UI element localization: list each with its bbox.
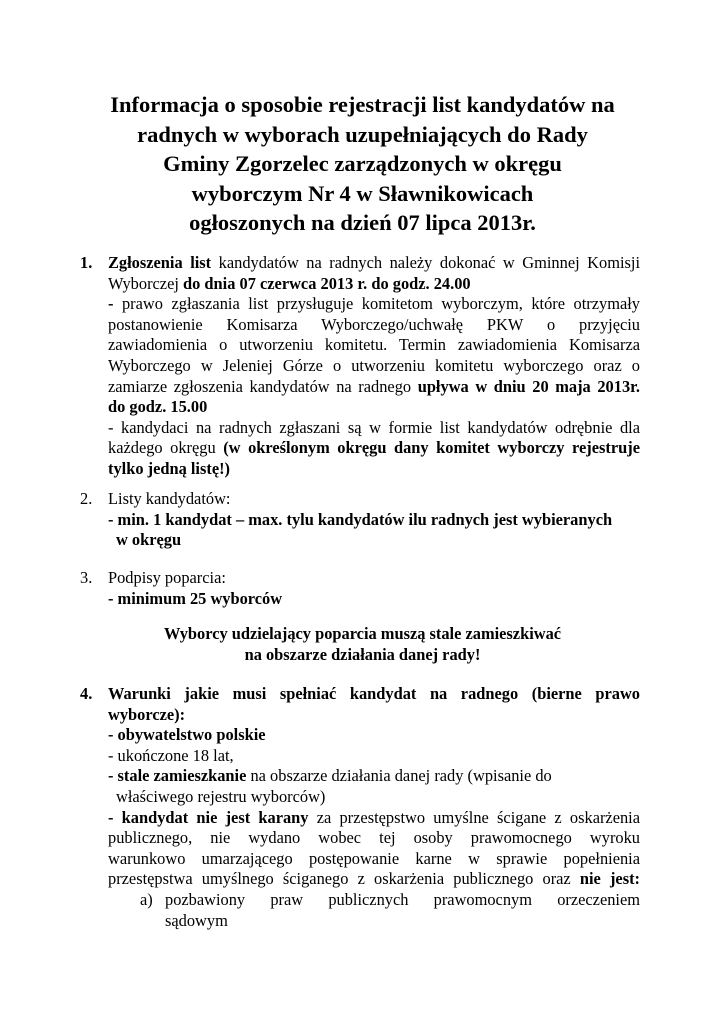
title-line: wyborczym Nr 4 w Sławnikowicach	[191, 180, 534, 206]
paragraph-line: - kandydaci na radnych zgłaszani są w formie list kandydatów odrębnie dla	[108, 417, 640, 437]
paragraph-line	[108, 869, 640, 890]
sub-item-label: a)	[140, 890, 153, 909]
document-title	[60, 90, 665, 238]
paragraph-line: sądowym	[165, 910, 228, 930]
paragraph-line: publicznego, nie wydano wobec tej osoby prawomocnego wyroku	[108, 828, 640, 848]
note-line: Wyborcy udzielający poparcia muszą stale zamieszkiwać	[163, 624, 562, 643]
paragraph-line: Warunki jakie musi spełniać kandydat na radnego (bierne prawo	[108, 684, 640, 703]
residence-note	[60, 624, 665, 665]
paragraph-line	[108, 253, 640, 274]
paragraph-line: - minimum 25 wyborców	[108, 588, 283, 608]
bold-text: nie jest:	[579, 869, 641, 889]
paragraph-line: właściwego rejestru wyborców)	[116, 786, 326, 806]
sub-item-a	[140, 890, 640, 931]
section-heading: Listy kandydatów:	[108, 489, 231, 508]
section-heading: Podpisy poparcia:	[108, 568, 226, 587]
title-line: Gminy Zgorzelec zarządzonych w okręgu	[163, 151, 562, 176]
note-line: na obszarze działania danej rady!	[244, 644, 481, 664]
section-2	[80, 489, 640, 551]
paragraph-line	[108, 438, 640, 459]
paragraph-line: Wyborczego w Jeleniej Górze o utworzeniu komitetu wyborczego oraz o	[108, 355, 640, 375]
paragraph-line: w okręgu	[116, 530, 182, 550]
paragraph-line: postanowienie Komisarza Wyborczego/uchwałę PKW o przyjęciu	[108, 314, 640, 334]
text: prawo zgłaszania list przysługuje komitetom wyborczym, które otrzymały	[113, 294, 640, 314]
paragraph-line: pozbawiony praw publicznych prawomocnym orzeczeniem	[165, 890, 640, 909]
section-number: 2.	[80, 489, 93, 508]
text: każdego okręgu	[108, 438, 224, 458]
text: Wyborczej	[108, 273, 184, 293]
text: za przestępstwo umyślne ścigane z oskarżenia	[308, 807, 641, 827]
bold-text: do dnia 07 czerwca 2013 r. do godz. 24.00	[183, 273, 471, 293]
text: przestępstwa umyślnego ściganego z oskarżenia publicznego oraz	[108, 869, 580, 889]
paragraph-line: wyborcze):	[108, 704, 186, 724]
bold-text: -	[108, 294, 114, 314]
paragraph-line: do godz. 15.00	[108, 397, 208, 417]
text: zamiarze zgłoszenia kandydatów na radnego	[108, 376, 418, 396]
bold-text: - stale zamieszkanie	[108, 766, 247, 786]
paragraph-line	[108, 274, 640, 295]
paragraph-line	[108, 808, 640, 829]
bold-text: Zgłoszenia list	[108, 253, 212, 272]
text: kandydatów na radnych należy dokonać w Gminnej Komisji	[211, 253, 640, 272]
paragraph-line	[108, 294, 640, 315]
section-3	[80, 568, 640, 609]
section-number: 4.	[80, 684, 93, 703]
bold-text: upływa w dniu 20 maja 2013r.	[417, 376, 641, 396]
paragraph-line: tylko jedną listę!)	[108, 458, 231, 478]
bold-text: - kandydat nie jest karany	[108, 807, 309, 827]
section-number: 1.	[80, 253, 93, 272]
paragraph-line: zawiadomienia o utworzeniu komitetu. Termin zawiadomienia Komisarza	[108, 335, 640, 355]
title-line: radnych w wyborach uzupełniających do Rady	[137, 121, 588, 147]
paragraph-line: warunkowo umarzającego postępowanie karne w sprawie popełnienia	[108, 848, 640, 868]
paragraph-line	[108, 766, 640, 787]
text: na obszarze działania danej rady (wpisanie do	[246, 766, 552, 786]
paragraph-line: - min. 1 kandydat – max. tylu kandydatów ilu radnych jest wybieranych	[108, 509, 613, 529]
section-4	[80, 684, 640, 890]
title-line: ogłoszonych na dzień 07 lipca 2013r.	[189, 210, 536, 235]
paragraph-line: - ukończone 18 lat,	[108, 745, 234, 765]
bold-text: (w określonym okręgu dany komitet wyborczy rejestruje	[223, 438, 640, 458]
paragraph-line: - obywatelstwo polskie	[108, 725, 266, 745]
section-1	[80, 253, 640, 480]
paragraph-line	[108, 377, 640, 398]
section-number: 3.	[80, 568, 93, 587]
title-line: Informacja o sposobie rejestracji list kandydatów na	[110, 92, 615, 117]
